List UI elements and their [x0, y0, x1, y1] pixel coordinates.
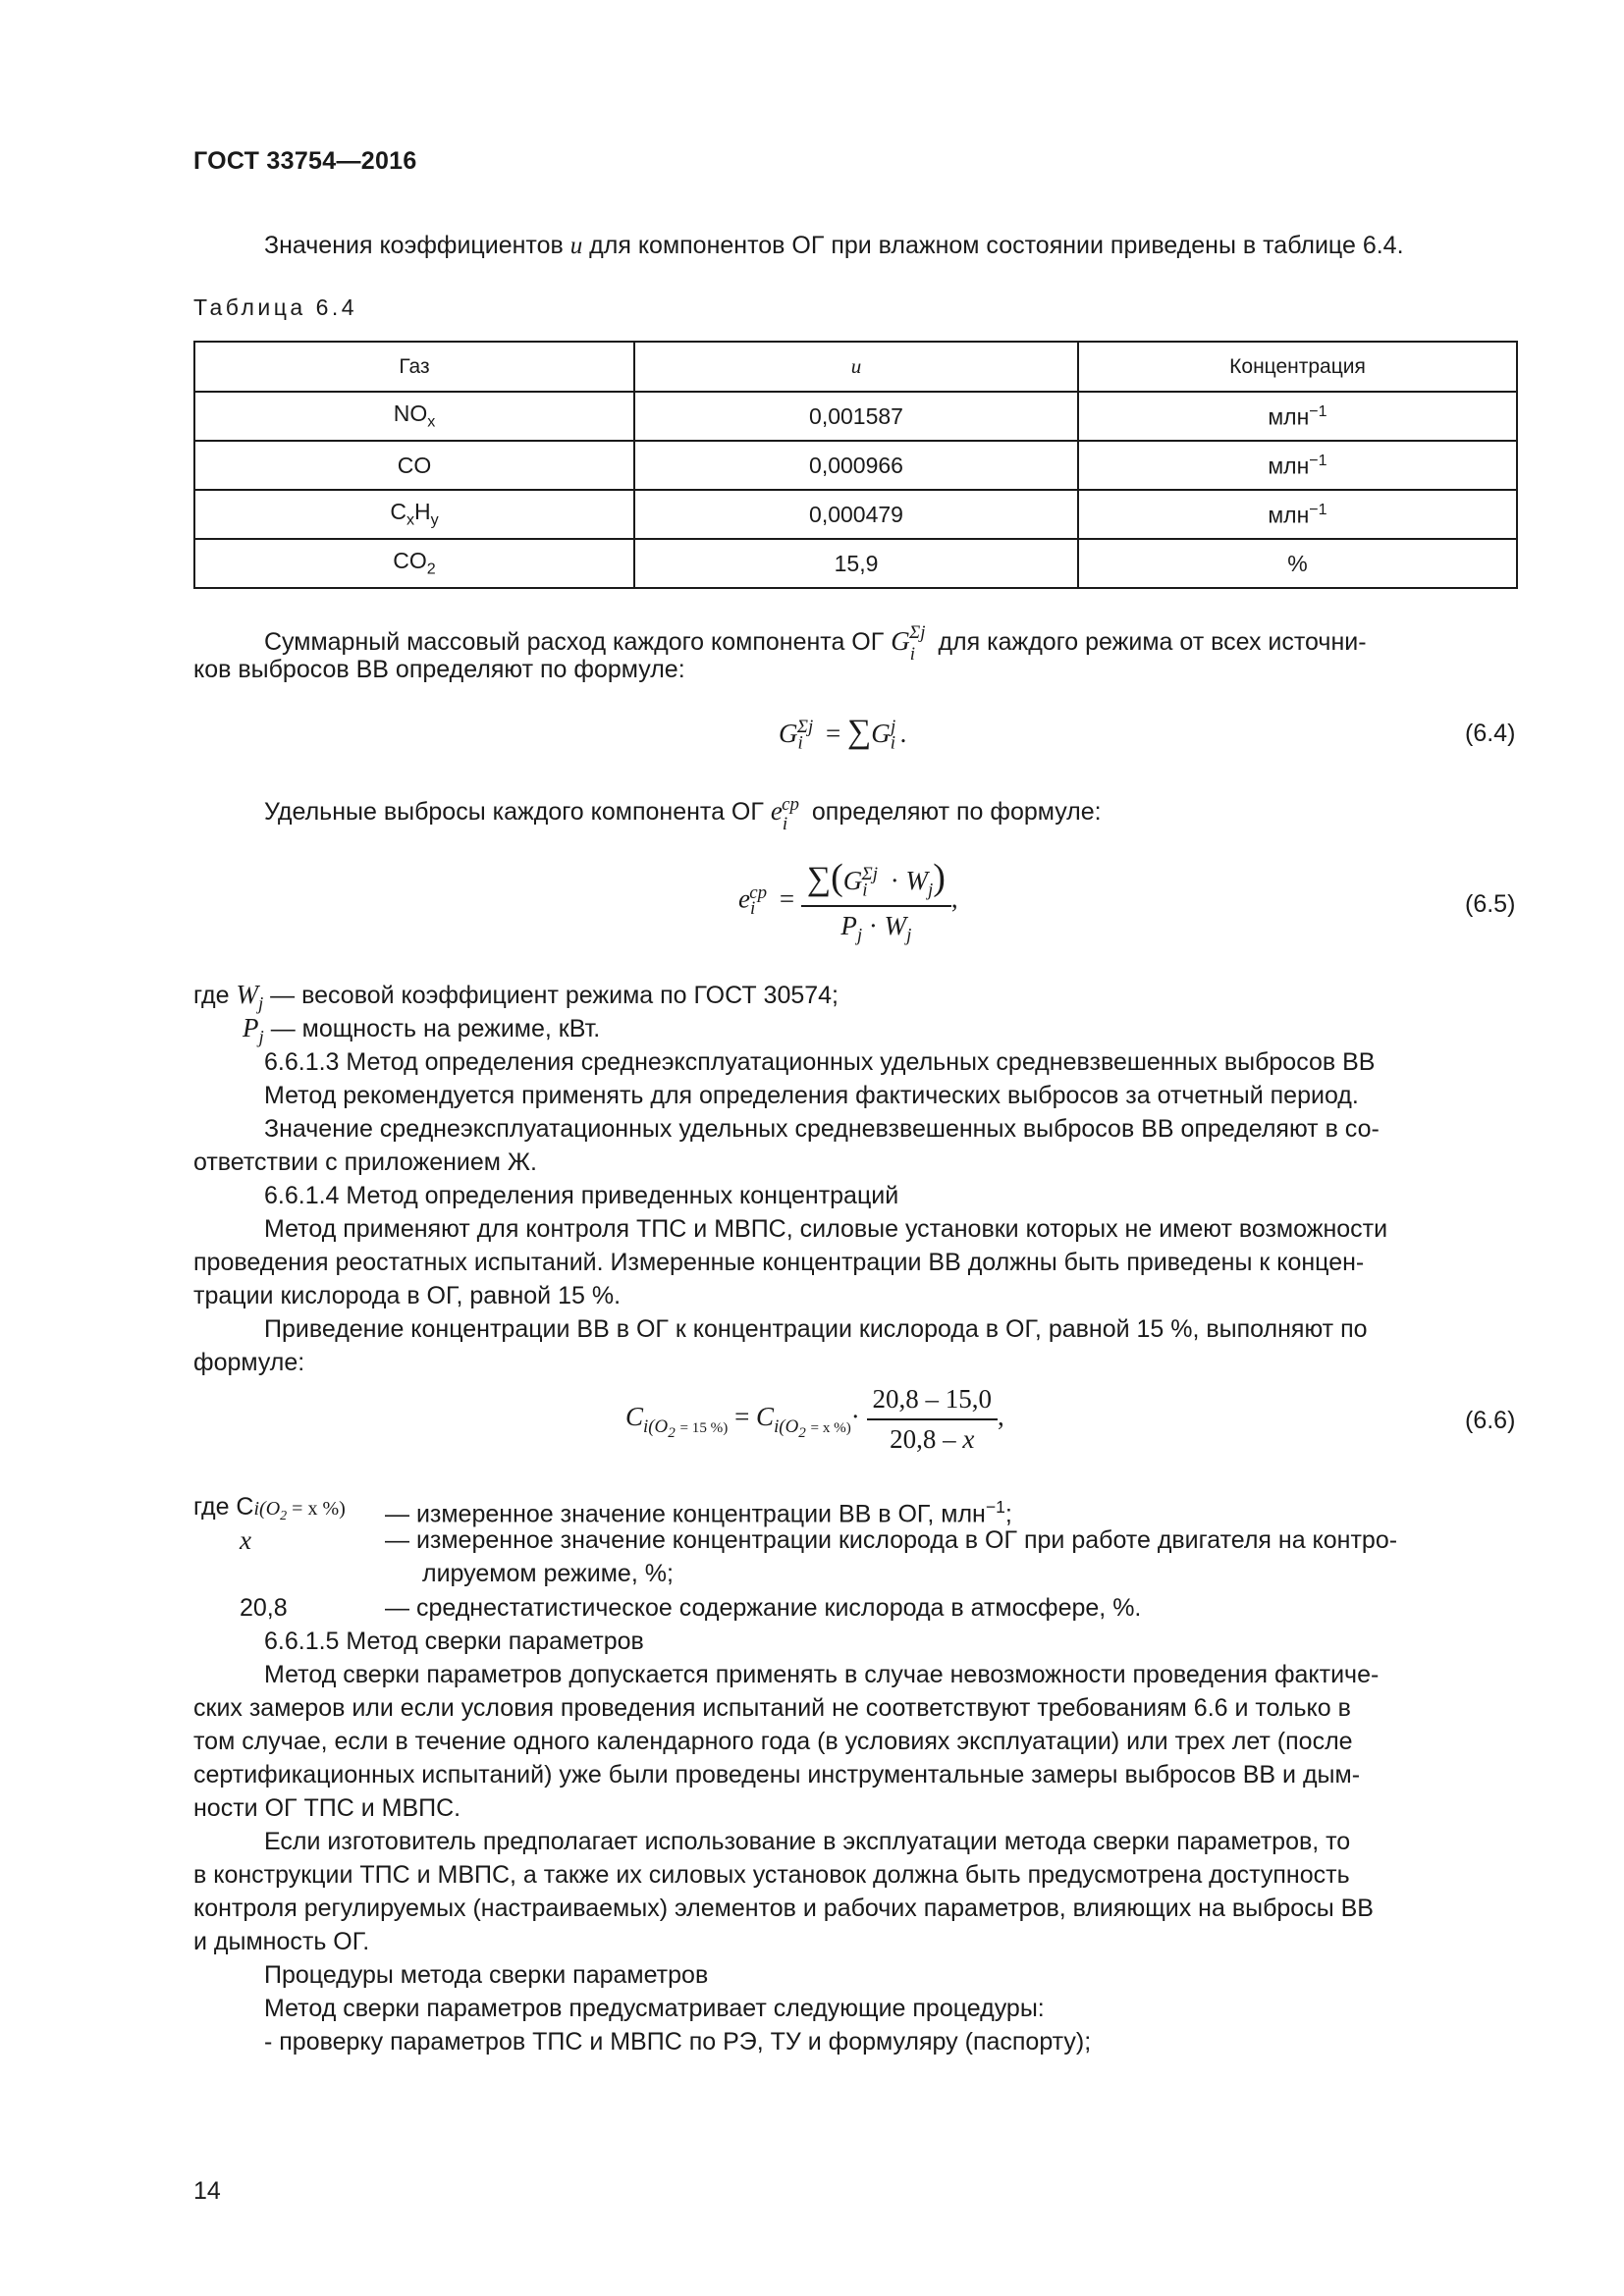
- document-header: ГОСТ 33754—2016: [193, 147, 417, 175]
- table-header-row: [194, 342, 1517, 392]
- where-20-8-description: — среднестатистическое содержание кислорода в атмосфере, %.: [385, 1594, 1142, 1622]
- c-desc-text: — измеренное значение концентрации ВВ в ОГ, млн: [385, 1500, 986, 1528]
- procedures-intro: Метод сверки параметров предусматривает следующие процедуры:: [264, 1995, 1045, 2022]
- u-cell: 0,001587: [634, 392, 1078, 441]
- formula-number-6-6: (6.6): [1465, 1407, 1516, 1434]
- table-row: [194, 539, 1517, 588]
- formula-6-5: $e_i^{cp}$ = $\frac{\sum(G_i^{\Sigma j} \cdot W_j)}{P_j \cdot W_j}$ ,: [738, 857, 958, 946]
- section-6614-title: 6.6.1.4 Метод определения приведенных концентраций: [264, 1182, 899, 1209]
- specific-paragraph: [264, 788, 1102, 837]
- e-cp-symbol: $e_i^{cp}$: [770, 794, 799, 835]
- where-c-line: где $Сi(O_2 = x$ %): [193, 1493, 346, 1523]
- section-6614-p1b: проведения реостатных испытаний. Измеренные концентрации ВВ должны быть приведены к концен-: [193, 1249, 1365, 1276]
- sum-text-1: Суммарный массовый расход каждого компонента ОГ: [264, 628, 885, 656]
- c-desc-sup: −1: [985, 1497, 1005, 1517]
- section-6613-p2a: Значение среднеэксплуатационных удельных средневзвешенных выбросов ВВ определяют в со-: [264, 1115, 1380, 1143]
- specific-text-2: определяют по формуле:: [811, 798, 1102, 826]
- fraction-6-6-x: x: [962, 1424, 975, 1454]
- section-6615-q1: Если изготовитель предполагает использование в эксплуатации метода сверки параметров, то: [264, 1828, 1351, 1855]
- u-cell: 15,9: [634, 539, 1078, 588]
- gas-cell: $CO_2$: [194, 539, 634, 588]
- section-6615-q2: в конструкции ТПС и МВПС, а также их силовых установок должна быть предусмотрена доступность: [193, 1861, 1350, 1889]
- formula-6-6: $C_{i(O_2 = 15 \%)} = C_{i(O_2 = x \%)}\cdot$ $\frac{20,8 - 15,0}{20,8 - x}$ ,: [625, 1384, 1004, 1454]
- fraction-6-6-numerator: 20,8 – 15,0: [867, 1384, 999, 1420]
- coefficients-table: [193, 341, 1518, 589]
- c-desc-end: ;: [1004, 1500, 1012, 1528]
- concentration-cell: млн$^{-1}$: [1078, 392, 1517, 441]
- section-6615-title: 6.6.1.5 Метод сверки параметров: [264, 1628, 644, 1655]
- procedures-title: Процедуры метода сверки параметров: [264, 1961, 709, 1989]
- concentration-cell: млн$^{-1}$: [1078, 441, 1517, 490]
- where-lead: где: [193, 982, 230, 1009]
- header-concentration: Концентрация: [1078, 342, 1517, 392]
- page-number: 14: [193, 2177, 221, 2205]
- section-6615-p3: том случае, если в течение одного календарного года (в условиях эксплуатации) или трех лет (после: [193, 1728, 1353, 1755]
- table-row: [194, 490, 1517, 539]
- header-u: u: [634, 342, 1078, 392]
- section-6615-p1: Метод сверки параметров допускается применять в случае невозможности проведения фактиче-: [264, 1661, 1380, 1688]
- g-sum-symbol: $G_i^{\Sigma j}$: [891, 622, 926, 666]
- section-6613-title: 6.6.1.3 Метод определения среднеэксплуатационных удельных средневзвешенных выбросов ВВ: [264, 1048, 1376, 1076]
- p-description: — мощность на режиме, кВт.: [270, 1015, 601, 1042]
- u-cell: 0,000479: [634, 490, 1078, 539]
- section-6614-p2a: Приведение концентрации ВВ в ОГ к концентрации кислорода в ОГ, равной 15 %, выполняют по: [264, 1315, 1368, 1343]
- w-description: — весовой коэффициент режима по ГОСТ 30574;: [270, 982, 839, 1009]
- table-row: [194, 392, 1517, 441]
- section-6615-q4: и дымность ОГ.: [193, 1928, 370, 1955]
- formula-number-6-5: (6.5): [1465, 890, 1516, 918]
- fraction-6-6: [867, 1384, 999, 1455]
- where-p-line: $P_j$ — мощность на режиме, кВт.: [243, 1013, 601, 1048]
- sum-text-2: для каждого режима от всех источни-: [938, 628, 1367, 656]
- specific-text-1: Удельные выбросы каждого компонента ОГ: [264, 798, 764, 826]
- section-6613-p2b: ответствии с приложением Ж.: [193, 1148, 537, 1176]
- where-w-line: где $W_j$ — весовой коэффициент режима по ГОСТ 30574;: [193, 980, 839, 1015]
- concentration-cell: %: [1078, 539, 1517, 588]
- section-6614-p1c: трации кислорода в ОГ, равной 15 %.: [193, 1282, 622, 1309]
- gas-cell: CO: [194, 441, 634, 490]
- concentration-cell: млн$^{-1}$: [1078, 490, 1517, 539]
- intro-text-1: Значения коэффициентов: [264, 232, 570, 259]
- formula-number-6-4: (6.4): [1465, 720, 1516, 747]
- where-c-lead: где С: [193, 1493, 254, 1521]
- fraction-6-6-denominator: 20,8 –: [890, 1424, 963, 1454]
- intro-text-2: для компонентов ОГ при влажном состоянии приведены в таблице 6.4.: [582, 232, 1404, 259]
- header-gas: Газ: [194, 342, 634, 392]
- section-6614-p1a: Метод применяют для контроля ТПС и МВПС, силовые установки которых не имеют возможности: [264, 1215, 1388, 1243]
- procedures-item-1: - проверку параметров ТПС и МВПС по РЭ, ТУ и формуляру (паспорту);: [264, 2028, 1092, 2056]
- gas-cell: $C_xH_y$: [194, 490, 634, 539]
- where-x-label: x: [240, 1525, 251, 1555]
- sum-paragraph-line2: ков выбросов ВВ определяют по формуле:: [193, 656, 685, 683]
- table-caption: Таблица 6.4: [193, 294, 358, 320]
- section-6615-p4: сертификационных испытаний) уже были проведены инструментальные замеры выбросов ВВ и дым-: [193, 1761, 1361, 1789]
- formula-6-4: $G_i^{\Sigma j} = \sum G_i^j$ .: [779, 714, 907, 754]
- section-6615-q3: контроля регулируемых (настраиваемых) элементов и рабочих параметров, влияющих на выбросы ВВ: [193, 1895, 1374, 1922]
- where-x-description-2: лируемом режиме, %;: [422, 1560, 674, 1587]
- u-symbol: u: [569, 233, 583, 259]
- section-6614-p2b: формуле:: [193, 1349, 305, 1376]
- section-6613-p1: Метод рекомендуется применять для определения фактических выбросов за отчетный период.: [264, 1082, 1359, 1109]
- section-6615-p2: ских замеров или если условия проведения испытаний не соответствуют требованиям 6.6 и только в: [193, 1694, 1351, 1722]
- fraction-6-5: $\frac{\sum(G_i^{\Sigma j} \cdot W_j)}{P_j \cdot W_j}$: [801, 856, 951, 947]
- section-6615-p5: ности ОГ ТПС и МВПС.: [193, 1794, 461, 1822]
- gas-cell: $NO_x$: [194, 392, 634, 441]
- intro-paragraph: [264, 229, 1404, 263]
- u-cell: 0,000966: [634, 441, 1078, 490]
- where-x-description-1: — измеренное значение концентрации кислорода в ОГ при работе двигателя на контро-: [385, 1526, 1398, 1554]
- table-row: [194, 441, 1517, 490]
- where-20-8-label: 20,8: [240, 1594, 288, 1622]
